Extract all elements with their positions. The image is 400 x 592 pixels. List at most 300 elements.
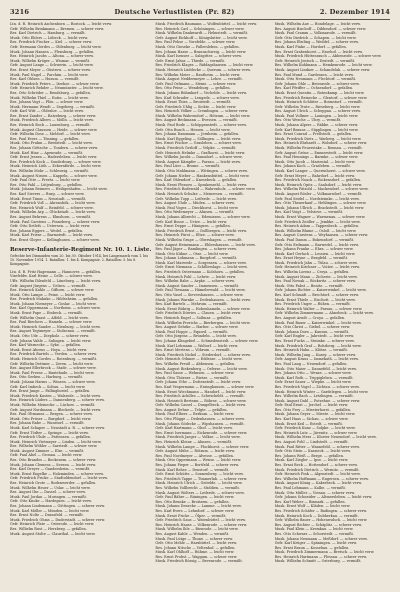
column-middle-lines [155, 22, 270, 564]
list-entry: Gefr. Paul Bähre — Rüningen. — leicht verw. [155, 495, 235, 500]
list-entry: Musk. Johann Rühmkorf — Vechelde. — leicht verw. [155, 90, 248, 95]
list-entry: Gefr. Johann Nieber — Hankensbüttel. — leicht verw. [155, 173, 250, 178]
list-entry: Musk. Heinrich Pohl — Lehrte. — leicht verw. [155, 274, 237, 279]
list-entry: Gefr. Johann Richter — Kaiserwinkel. — leicht verw. [274, 288, 367, 293]
list-entry: Musk. Wilhelm Merz — Kloster Neuendorf. — leicht verw. [274, 435, 377, 440]
list-entry: Res. Ernst Grabenhorst — Essehof. — leicht verw. [274, 49, 363, 54]
list-entry: Res. August Pohl — Lindstedt. — vermißt. [274, 440, 349, 445]
list-entry: Musk. Heinrich Schlüter — Boimstorf. — vermißt. [274, 100, 363, 105]
list-entry: Musk. Heinrich Schulze — Meinersen. — vermißt. [155, 191, 244, 196]
list-entry: Gefr. Wilhelm Trute — Rieseberg. — leicht verw. [274, 104, 361, 109]
list-entry: Gefr. Johann Uthe — Duttenstedt. — leicht verw. [155, 380, 242, 385]
list-entry: Gefr. August Lange — Schwerin. — leicht verw. [10, 63, 94, 68]
list-entry: Musk. Ernst Thiele — Eischott. — leicht verw. [274, 297, 356, 302]
list-entry: Musk. Johann Niemeyer — Goslar. — leicht verw. [10, 301, 97, 306]
list-entry: Gefr. Ernst Jessen — Hadersleben. — leicht verw. [10, 155, 98, 160]
list-entry: Gefr. Otto Mehle — Harxbüttel. — leicht verw. [155, 541, 238, 546]
list-entry: Musk. Otto Lampe — Peine. — leicht verw. [10, 292, 86, 297]
list-entry: Gefr. Karl Witt — Oldesloe. — leicht verw. [10, 109, 84, 114]
list-entry: Musk. Paul Carstens — Pinneberg. — schwer verw. [10, 219, 101, 224]
list-entry: Musk. Otto Kühne — Otze. — leicht verw. [155, 251, 229, 256]
list-entry: Gefr. August Eickhoff — Königslutter. — leicht verw. [155, 35, 248, 40]
list-entry: Res. Johann Lohmann — Burgdorf. — vermißt. [155, 256, 238, 261]
issue-date: 2. Dezember 1914 [319, 8, 390, 16]
list-entry: Musk. Wilhelm Frerichs — Bierbergen. — leicht verw. [155, 320, 251, 325]
list-entry: Res. Heinrich Adam — Tappenbeck. — gefallen. [274, 224, 360, 229]
list-entry: Musk. August Nissen — Kappeln. — schwer verw. [10, 173, 98, 178]
section-intro: Gefechte bei Dixmuiden vom 20. bis 30. Oktober 1914, bei Langemarck vom 1. bis 10. November 1914. 1. Bataillon: 1. bis 4. Kompagnie. 2. Bataillon: 5. bis 8. Kompagnie. [10, 253, 149, 267]
list-entry: Vizefeldw. Karl Heine — Celle. — schwer verw. [10, 274, 93, 279]
list-entry: Res. Paul Oltmanns — Bergen. — schwer verw. [10, 412, 93, 417]
list-entry: Musk. Ernst Pape — Einbeck. — vermißt. [10, 311, 83, 316]
list-entry: Musk. Otto Gieseke — Fallersleben. — gefallen. [155, 44, 240, 49]
list-entry: Musk. Johann Reimers — Heiligenhafen. — leicht verw. [10, 187, 108, 192]
column-left-lines [10, 22, 151, 243]
list-entry: Musk. Paul Bauer — Kaiserwinkel. — leicht verw. [274, 320, 362, 325]
list-entry: Musk. Paul Klein — Kremkau. — leicht verw. [274, 527, 354, 532]
list-entry: Res. Wilhelm Hoffmann — Engersen. — schwer verw. [274, 476, 369, 481]
list-entry: Res. Johann Lindemann — Göttingen. — schwer verw. [10, 504, 106, 508]
list-entry: Res. Friedrich Reinecke — Glentorf. — schwer verw. [274, 95, 368, 100]
list-entry: Res. Otto Theuerkauf — Hehlingen. — schwer verw. [274, 201, 367, 206]
list-entry: Gefr. August Mühe — Rötzum. — leicht verw. [155, 449, 236, 454]
list-entry: Gefr. August Kraus — Immekath. — leicht verw. [274, 357, 359, 362]
list-entry: Musk. Friedrich Hüttenrauch — Abbenrode. — schwer verw. [274, 54, 382, 59]
list-entry: Musk. Johann Ullrich — Brackstedt. — leicht verw. [274, 205, 365, 210]
list-entry: Musk. Friedrich Ernst — Dollbergen. — leicht verw. [155, 228, 248, 233]
list-entry: Res. Johann Koch — Grasleben. — vermißt. [274, 164, 352, 169]
list-entry: Musk. Wilhelm Arp — Glückstadt. — leicht verw. [10, 210, 96, 215]
list-entry: Gefr. Wilhelm Dose — Meldorf. — leicht verw. [10, 132, 91, 137]
list-entry: Res. Karl Bartels — Mehrum. — vermißt. [155, 302, 228, 307]
list-entry: Musk. Otto Frahm — Bredstedt. — leicht verw. [10, 141, 93, 146]
list-entry: Res. Ernst Nolte — Dransfeld. — vermißt. [10, 513, 84, 518]
list-entry: Gefr. Karl Brauns — Süpplingen. — leicht verw. [274, 127, 359, 132]
list-entry: Musk. Johann Gödecke — Wipshausen. — vermißt. [155, 421, 245, 426]
list-entry: Musk. Otto Müller — Vienau. — schwer verw. [274, 490, 356, 495]
list-entry: Gefr. Johann Vahle — Sulingen. — leicht verw. [10, 338, 92, 343]
list-entry: Musk. Johann Warnke — Dedenhausen. — leicht verw. [155, 297, 251, 302]
list-entry: Musk. August Mann — Zicherie. — leicht verw. [274, 274, 358, 279]
list-entry: Musk. Paul Freese — Buxtehude. — leicht verw. [10, 370, 95, 375]
list-entry: Musk. Otto Oppermann — Wense. — leicht verw. [155, 458, 242, 463]
list-entry: Gefr. Friedrich Voß — Ahrensbök. — leicht verw. [10, 201, 96, 206]
list-entry: Musk. Friedrich Jaeger — Volkse. — leicht verw. [155, 435, 241, 440]
list-entry: Musk. Friedrich Baumann — Wolfenbüttel. — leicht verw. [155, 22, 258, 26]
list-entry: Res. Heinrich Haase — Völkenrode. — schwer verw. [155, 522, 248, 527]
list-entry: Musk. Ernst Quentin — Rotenkamp. — leicht verw. [274, 90, 365, 95]
list-entry: Musk. Ernst Wolf — Kläden. — leicht verw. [274, 504, 351, 509]
list-entry: Res. Wilhelm Mohr — Schleswig. — vermißt. [10, 169, 90, 173]
list-entry: Musk. Wilhelm Feuerstake — Rennau. — vermißt. [274, 146, 363, 151]
list-entry: Musk. Paul Bode — Schöppenstedt. — schwer verw. [155, 123, 247, 128]
list-entry: Res. Johann Rabe — Wunstorf. — vermißt. [10, 421, 85, 426]
list-entry: Res. Paul Evers — Tönning. — gefallen. [10, 136, 80, 141]
list-entry: Gefr. Wilhelm Brinkmann — Bremen. — schwer verw. [10, 26, 105, 31]
list-entry: Musk. Friedrich Gerloff — Velpke. — vermißt. [155, 146, 237, 151]
list-entry: Gefr. Johann Ohle — Beienrode. — schwer verw. [274, 81, 360, 86]
section-title: Reserve-Infanterie-Regiment Nr. 10. 1. Liste. [10, 246, 152, 253]
list-entry: Res. Otto Wedemeyer — Ahnsen. — vermißt. [155, 210, 235, 215]
list-entry: Musk. August Neddermeyer — Lehre. — vermißt. [155, 77, 243, 82]
list-entry: Musk. August Stolte — Clausthal. — leicht verw. [10, 531, 96, 536]
list-entry: Musk. Paul Vollmer — Lauingen. — leicht verw. [274, 113, 359, 118]
list-entry: Res. Otto Brandes — Bockenem. — schwer verw. [10, 458, 97, 463]
list-entry: Res. August Ellerbrock — Stade. — schwer verw. [10, 366, 97, 371]
list-entry: Musk. Heinrich Vietmeyer — Linden. — leicht verw. [10, 439, 102, 444]
list-entry: Res. Paul Mund — Gardessen. — leicht verw. [274, 72, 354, 77]
list-entry: Res. Karl Warnecke — Syke. — gefallen. [10, 343, 82, 348]
list-entry: Res. Paul Nowak — Böckwitz. — schwer verw. [274, 279, 357, 284]
list-entry: Musk. Wilhelm Jung — Kusey. — schwer verw. [274, 352, 357, 357]
list-entry: Res. Otto Schröder — Rendsburg. — gefallen. [10, 90, 91, 95]
list-entry: Res. Otto Wesche — Uhry. — vermißt. [274, 118, 342, 123]
list-entry: Res. Wilhelm Kuhlmann — Hemkenrode. — leicht verw. [274, 63, 373, 68]
list-entry: Res. Heinrich Kleine — Ahnsen. — vermißt. [155, 440, 233, 445]
list-entry: Musk. Karl Eggeling — Söllingen. — leicht verw. [155, 136, 242, 141]
list-entry: Musk. Friedrich Dietz — Warberg. — leicht verw. [274, 136, 362, 141]
list-entry: Musk. Ernst Wiechmann — Handorf. — leicht verw. [155, 389, 247, 394]
list-entry: Musk. August König — Kakerbeck. — leicht verw. [274, 481, 363, 486]
list-entry: Res. August Bischoff — Dibbesdorf. — schwer verw. [274, 26, 367, 31]
list-entry: Musk. Paul Voges — Dieckhorst. — leicht verw. [155, 205, 239, 210]
list-entry: Res. Friedrich Vogel — Zichtau. — schwer verw. [274, 384, 360, 389]
list-entry: Gefr. August Heinemann — Ehlershausen. — leicht verw. [155, 242, 256, 247]
list-entry: Res. Heinrich Lüders — Dannenberg. — schwer verw. [10, 398, 105, 403]
list-entry: Musk. Heinrich Winter — Gardelegen. — leicht verw. [274, 389, 369, 394]
list-entry: Musk. Johann Dorn — Kunrau. — vermißt. [274, 329, 350, 334]
list-entry: Res. Otto Vasel — Sievershausen. — schwer verw. [155, 293, 244, 298]
list-entry: Gefr. Wilhelm Quast — Alfeld. — leicht verw. [10, 315, 89, 320]
list-entry: Musk. Karl Rehse — Denstorf. — vermißt. [155, 467, 230, 472]
list-entry: Musk. Wilhelm Schmitt — Osterburg. — vermißt. [274, 559, 362, 564]
list-entry: Gefr. Wilhelm Bauer — Hohenwulsch. — leicht verw. [274, 518, 368, 523]
list-entry: Res. Heinrich Engel — Soßmar. — gefallen. [155, 316, 233, 320]
list-entry: Musk. Karl Friese — Barmstedt. — leicht verw. [10, 233, 93, 238]
list-entry: Res. Karl Sievers — Burg. — schwer verw. [10, 191, 85, 196]
list-entry: Musk. Karl Lehmann — Woltorf. — leicht verw. [155, 343, 239, 348]
list-entry: Musk. Otto Mahlmann — Wittingen. — schwer verw. [155, 169, 248, 173]
list-entry: Gefr. August Nordmann — Bleckede. — leicht verw. [10, 407, 102, 412]
list-entry: Res. August Tegtmeyer — Stolzenau. — vermißt. [10, 329, 96, 334]
list-entry: Gefr. Heinrich Helmke — Grafhorst. — leicht verw. [155, 150, 246, 155]
list-entry: Res. Karl Oppermann — Northeim. — schwer verw. [10, 306, 101, 311]
list-entry: Res. Wilhelm Rust — Herzberg. — gefallen. [10, 526, 87, 531]
list-entry: Gefr. Otto Detlefs — Uetersen. — leicht verw. [10, 224, 91, 229]
list-entry: Res. Heinrich Grote — Bodenwerder. — gefallen. [10, 481, 97, 486]
list-entry: Musk. Wilhelm Blume — Osloß. — leicht verw. [274, 228, 357, 233]
list-entry: Musk. August Rösler — Volkmarsdorf. — vermißt. [274, 191, 363, 196]
list-entry: Musk. August Sander — Immensen. — vermißt. [155, 283, 240, 288]
list-entry: Musk. Heinrich Cordes — Rotenburg. — vermißt. [10, 357, 98, 361]
list-entry: Res. August Ulrich — Scheppau. — schwer verw. [274, 109, 361, 114]
list-entry: Gefr. Heinrich Fink — Algenstedt. — leicht verw. [274, 472, 361, 477]
column-left-lines-continued [10, 270, 151, 536]
list-entry: Res. August Behrens — Elmshorn. — vermißt. [10, 214, 92, 219]
list-entry: Musk. Paul Elbers — Berkum. — leicht verw. [155, 412, 235, 417]
list-entry: Res. Karl Ohlsen — Husum. — vermißt. [10, 77, 80, 82]
list-entry: Musk. Wilhelm Meinecke — Lüchow. — vermißt. [10, 402, 96, 407]
list-entry: Res. Wilhelm Jacobi — Danndorf. — schwer verw. [155, 155, 243, 160]
list-entry: Res. August Carstens — Weyhausen. — schwer verw. [274, 233, 369, 238]
list-entry: Res. Heinrich Fürst — Eltze. — schwer verw. [155, 233, 235, 238]
list-entry: Musk. Heinrich Opitz — Saalsdorf. — leicht verw. [274, 182, 363, 187]
column-right-lines [275, 22, 390, 564]
list-entry: Gefr. Hermann Gerdes — Oldenburg. — leicht verw. [10, 44, 102, 49]
list-entry: Musk. August Kämpfer — Parsau. — leicht verw. [155, 159, 241, 164]
list-entry: Musk. Friedrich Ohms — Duderstadt. — schwer verw. [10, 517, 106, 522]
list-entry: Gefr. Ernst Schütte — Sonnenberg. — leicht verw. [155, 472, 244, 477]
list-entry: Musk. Otto Ude — Diepholz. — schwer verw. [10, 334, 90, 339]
list-entry: Musk. Karl Schaper — Neustadt a. R. — schwer verw. [10, 425, 106, 430]
list-entry: Gefr. Heinrich Jentsch — Destedt. — vermißt. [274, 58, 356, 63]
list-entry: Res. Wilhelm Vollbrecht — Stiddien. — vermißt. [155, 485, 241, 490]
list-entry: Res. Heinrich Völker — Cremlingen. — schwer verw. [155, 109, 249, 114]
list-entry: Gefr. August Gröne — Emmerstedt. — leicht verw. [274, 150, 364, 155]
list-entry: Res. Paul Sasse — Wehnsen. — schwer verw. [155, 371, 235, 376]
list-entry: Musk. Karl Isensee — Salzgitter. — schwer verw. [155, 54, 242, 59]
list-entry: Res. Johann Klingebiel — Schmedenstedt. — schwer verw. [155, 338, 259, 343]
list-entry: Gefr. Wilhelm Topp — Leiferde. — leicht verw. [155, 196, 237, 201]
list-entry: Musk. Johann Albrecht — Edemissen. — schwer verw. [155, 214, 251, 219]
list-entry: Musk. Ernst Fricke — Ölper. — vermißt. [155, 513, 227, 518]
list-entry: Res. Wilhelm Bach — Letzlingen. — vermißt. [274, 394, 354, 399]
list-entry: Musk. Johann Geyer — Mieste. — leicht verw. [274, 412, 356, 417]
list-entry: Ltn. d. R. Heinrich Aschenborn — Rostock. — leicht verw. [10, 22, 113, 26]
list-entry: Musk. Friedrich Rössig — Bevenrode. — vermißt. [155, 559, 243, 564]
list-entry: Res. Wilhelm Lorenz — Croya. — gefallen. [274, 270, 350, 275]
list-entry: Musk. Karl Langer — Querenhorst. — schwer verw. [274, 169, 366, 173]
list-entry: Res. Heinrich Ehrhardt — Wolsdorf. — schwer verw. [274, 141, 368, 146]
list-entry: Musk. Karl Gerlach — Lessien. — leicht verw. [274, 251, 356, 256]
list-entry: Res. Heinrich Hahn — Klötze. — vermißt. [274, 348, 349, 353]
column-right [275, 22, 390, 586]
list-entry: Musk. Johann Harms — Winsen. — schwer verw. [10, 379, 96, 384]
list-entry: Res. Johann Göttsche — Tondern. — schwer verw. [10, 146, 99, 151]
list-entry: Gefr. Wilhelm Cassel — Dungelbeck. — leicht verw. [155, 403, 247, 408]
list-entry: Res. Paul Hennings — Barmke. — schwer verw. [274, 155, 359, 160]
list-entry: Musk. Friedrich Albers — Mölln. — leicht verw. [10, 118, 94, 123]
list-entry: Res. Otto Gerken — Harburg. — vermißt. [10, 375, 84, 380]
list-entry: Gefr. Paul Abel — Gronau. — leicht verw. [10, 453, 83, 458]
list-entry: Gefr. Heinrich Othmer — Eddesse. — leicht verw. [155, 357, 243, 362]
list-entry: Musk. Karl Ohlhoff — Rühme. — leicht verw. [155, 550, 235, 555]
list-entry: Res. Johann Vogt — Plön. — schwer verw. [10, 100, 84, 105]
list-entry: Res. Johann Dammann — Jerxheim. — gefallen. [155, 132, 240, 137]
list-entry: Res. Otto Peine — Wendeburg. — gefallen. [155, 86, 231, 91]
list-entry: Gefr. Friedrich Zeidler — Jembke. — leicht verw. [274, 219, 361, 224]
list-entry: Musk. Otto Neumann — Flechtorf. — vermißt. [274, 77, 357, 82]
list-entry: Res. Johann Franke — Ehra. — schwer verw. [274, 247, 354, 252]
list-entry: Res. Friedrich Ostermann — Kolshorn. — gefallen. [155, 270, 245, 275]
list-entry: Res. Paul Lang — Neuendorf. — gefallen. [274, 361, 348, 366]
list-entry: Res. Paul Fehse — Vorsfelde. — schwer verw. [155, 40, 236, 45]
list-entry: Musk. August Wolters — Leiferde. — schwer verw. [155, 490, 245, 495]
list-entry: Musk. Friedrich Dietrich — Wernitz. — vermißt. [274, 467, 360, 472]
list-entry: Gefr. Ernst Meyer — Bahrdorf. — leicht verw. [274, 173, 356, 178]
list-entry: Musk. Ernst Bührig — Hohenhameln. — schwer verw. [155, 306, 251, 311]
list-entry: Res. Ernst Mertens — Vöhrum. — vermißt. [155, 348, 231, 353]
list-entry: Musk. August Lindner — Schandelah. — schwer verw. [274, 67, 371, 72]
list-entry: Gefr. Paul Seidel — Nordsteimke. — leicht verw. [274, 196, 360, 201]
list-entry: Res. Otto Flügge — Dedenhausen. — schwer verw. [155, 417, 245, 422]
list-entry: Musk. Wilhelm Lampe — Plockhorst. — schwer verw. [155, 444, 250, 449]
list-entry: Res. Ernst Heyne — Bergfeld. — vermißt. [274, 256, 349, 261]
list-entry: Gefr. Karl Hartmann — Ohof. — leicht verw. [155, 426, 233, 431]
list-entry: Musk. Otto Thörner — Rietze. — vermißt. [155, 375, 230, 380]
list-entry: Musk. Otto Jacob — Mariental. — leicht verw. [274, 159, 356, 164]
list-entry: Musk. Ernst Engelke — Holzminden. — schwer verw. [10, 471, 104, 476]
list-entry: Res. August Uhde — Müden. — schwer verw. [155, 201, 235, 206]
list-entry: Res. Paul Lehmann — Kalbe. — vermißt. [274, 485, 347, 490]
list-entry: Res. Karl Dreyer — Gandersheim. — vermißt. [10, 467, 91, 472]
list-entry: Res. Johann Pieper — Bortfeld. — schwer verw. [155, 463, 240, 467]
list-entry: Res. August Ilse — Dassel. — schwer verw. [10, 490, 86, 495]
list-entry: Musk. Wilhelm Aue — Hondelage. — leicht verw. [274, 22, 361, 26]
list-entry: Musk. August Zimmer — Elze. — vermißt. [10, 448, 85, 453]
list-entry: Musk. Ernst Timm — Neustadt. — vermißt. [10, 196, 87, 201]
list-entry: Musk. Heinrich Bertram — Röhrse. — schwer verw. [155, 398, 247, 403]
list-entry: Musk. Karl Möller — Münden. — leicht verw. [10, 508, 90, 513]
list-entry: Res. Otto Brunke — Broitzem. — gefallen. [155, 499, 230, 504]
list-entry: Res. Friedrich Schäfer — Badingen. — schwer verw. [274, 508, 368, 513]
list-entry: Res. Friedrich Achilles — Schwicheldt. — vermißt. [155, 394, 245, 399]
list-entry: Musk. Otto Maier — Dannefeld. — leicht verw. [274, 366, 357, 371]
list-entry: Res. Karl Haas — Sichau. — schwer verw. [274, 417, 349, 422]
list-entry: Musk. Paul Hoppe — Equord. — vermißt. [155, 329, 229, 334]
column-middle [155, 22, 270, 586]
list-entry: Gefr. Ernst Sauer — Wiepke. — leicht verw. [274, 380, 352, 385]
list-entry: Musk. Karl Roth — Trippigleben. — vermißt. [274, 375, 354, 380]
list-entry: Gefr. Otto Jürgens — Bründeln. — leicht verw. [155, 334, 237, 339]
list-entry: Res. Karl Vespermann — Essinghausen. — schwer verw. [155, 384, 255, 389]
list-entry: Res. Ernst Conrad — Frellstedt. — gefallen. [274, 132, 353, 137]
page-number: 3216 [10, 8, 30, 16]
list-entry: Res. Wilhelm Wöhler — Sarstedt. — schwer verw. [10, 444, 98, 449]
list-entry: Musk. Paul Cramm — Volkmarode. — vermißt. [274, 31, 357, 36]
list-entry: Gefr. Karl Bosse — Uetze. — leicht verw. [155, 219, 228, 224]
list-entry: Res. Karl Voigt — Velstove. — vermißt. [274, 210, 344, 215]
list-entry: Res. Ernst Fischer — Grasleben. — schwer verw. [155, 141, 242, 146]
list-entry: Gefr. Friedrich Gaus — Watenbüttel. — leicht verw. [155, 518, 246, 523]
list-entry: Res. Heinrich Hartmann — Flessau. — schwer verw. [274, 554, 368, 559]
list-entry: Musk. Otto Prüser — Burgdorf. — leicht verw. [10, 416, 92, 421]
list-entry: Res. Ernst Isermann — Eickenrode. — schwer verw. [155, 430, 248, 435]
list-entry: Musk. Friedrich Kasten — Walsrode. — leicht verw. [10, 393, 101, 398]
list-entry: Res. Ernst Beck — Hottendorf. — schwer verw. [274, 463, 358, 467]
list-entry: Gefr. Ernst Niemann — Schillerslage. — leicht verw. [155, 265, 248, 270]
list-entry: Musk. Heinrich Lüth — Eckernförde. — leicht verw. [10, 164, 102, 169]
list-entry: Res. Heinrich Lutz — Jävenitz. — schwer verw. [274, 430, 358, 435]
list-entry: Gefr. Johann Schneider — Altmersleben. — leicht verw. [274, 495, 373, 500]
list-entry: Musk. Wilhelm Grupe — Obershagen. — vermißt. [155, 237, 243, 242]
list-entry: Gefr. Paul Oelmann — Meine. — schwer verw. [155, 81, 237, 86]
list-entry: Res. Karl Ohlendorf — Knesebeck. — gefallen. [155, 178, 238, 183]
list-entry: Gefr. Otto Diedrich — Schapen. — leicht verw. [274, 35, 357, 40]
list-entry: Res. August Arndt — Croya. — gefallen. [274, 316, 346, 320]
header-rule [10, 19, 390, 20]
list-entry: Res. Karl Pfeiffer — Ochsendorf. — gefallen. [274, 86, 354, 91]
list-entry: Gefr. Heinrich Rehder — Neumünster. — leicht verw. [10, 86, 104, 91]
list-entry: Res. Johann Hasse — Braunschweig. — leicht verw. [155, 49, 247, 54]
list-entry: Res. Wilhelm Meier — Rautheim. — leicht verw. [155, 72, 241, 77]
list-entry: Gefr. Heinrich Kirchner — Voitze. — leicht verw. [274, 265, 361, 270]
list-entry: Gefr. Otto Erdmann — Barwedel. — leicht verw. [274, 242, 360, 247]
list-entry: Musk. Wilhelm Dankwardt — Helmstedt. — vermißt. [155, 31, 249, 36]
list-entry: Gefr. Otto Knoke — Hardegsen. — leicht verw. [10, 499, 92, 504]
list-entry: Res. Friedrich Tappe — Timmerlah. — schwer verw. [155, 476, 248, 481]
list-entry: Musk. Otto Ehlers — Lübeck. — leicht verw. [10, 35, 88, 40]
list-entry: Musk. August Dahl — Potzehne. — schwer verw. [274, 398, 361, 403]
list-entry: Res. Karl Dietrich — Hamburg. — vermißt. [10, 31, 86, 36]
list-entry: Musk. Otto Pabst — Benitz. — vermißt. [274, 283, 344, 288]
page-title: Deutsche Verlustlisten (Pr. 82) [114, 8, 235, 16]
list-entry: Res. August Dehne — Telgte. — gefallen. [155, 407, 228, 412]
list-entry: Res. Ernst Junge — Fallingbostel. — gefallen. [10, 389, 91, 394]
list-entry: Musk. Heinrich Sander — Nienburg. — leicht verw. [10, 324, 101, 329]
list-entry: Musk. Wilhelm Thiel — Eutin. — leicht verw. [10, 95, 89, 100]
list-entry: Gefr. Otto Busch — Hessen. — leicht verw. [155, 127, 231, 132]
list-entry: Musk. Ernst Thies — Broistedt. — vermißt. [155, 100, 232, 105]
list-entry: Res. August Kahle — Wenden. — vermißt. [155, 531, 230, 536]
list-entry: Musk. Johann Hansen — Flensburg. — gefallen. [10, 49, 95, 54]
list-entry: Res. Ernst Probst — Waggum. — schwer verw. [155, 554, 238, 559]
list-entry: Res. Friedrich Klages — Riddagshausen. — leicht verw. [155, 63, 254, 68]
text-columns [10, 22, 390, 586]
list-entry: Musk. Karl Marwede — Sorgensen. — schwer verw. [155, 260, 247, 265]
list-entry: Ltn. d. R. Fritz Hagemann — Hannover. — gefallen. [10, 269, 102, 274]
list-entry: Musk. Friedrich Nickel — Stederdorf. — schwer verw. [155, 352, 251, 357]
list-entry: Res. Wilhelm Preuß — Abbensen. — gefallen. [155, 361, 236, 366]
list-entry: Res. Heinrich Carl — Schöningen. — schwer verw. [155, 26, 245, 31]
list-entry: Res. Paul Jäger — Ramlingen. — schwer verw. [155, 247, 237, 252]
list-entry: Musk. Karl Hinz — Apenrade. — vermißt. [10, 150, 84, 155]
list-entry: Res. August Beckmann — Evessen. — vermißt. [155, 118, 238, 123]
list-entry: Musk. Ernst Keil — Estedt. — vermißt. [274, 421, 344, 426]
list-entry: Musk. Johann Denecke — Lamme. — leicht verw. [155, 504, 242, 509]
list-entry: Res. Karl Weber — Bismark. — gefallen. [274, 499, 346, 504]
list-entry: Res. August Gehrke — Harber. — schwer verw. [155, 325, 239, 330]
list-entry: Res. Friedrich Kock — Sonderburg. — schwer verw. [10, 159, 102, 164]
list-entry: Gefr. Friedrich Dörries — Clauen. — leicht verw. [155, 311, 242, 316]
list-entry: Gefr. Ernst Tödter — Springe. — leicht verw. [10, 430, 89, 435]
list-entry: Res. Paul Lüer — Brome. — vermißt. [155, 164, 221, 169]
list-entry: Res. Friedrich Unger — Rühen. — vermißt. [274, 302, 351, 307]
list-entry: Res. Ernst Braun — Kossebau. — gefallen. [274, 545, 350, 550]
column-left [10, 22, 151, 586]
list-entry: Gefr. Karl Imbeck — Soltau. — leicht verw. [10, 384, 86, 389]
list-entry: Musk. August Claussen — Heide. — schwer verw. [10, 127, 98, 132]
list-entry: Res. Johann Otto — Wenze. — schwer verw. [274, 371, 352, 376]
list-entry: Musk. Johann Neumann — Meßdorf. — schwer verw. [274, 536, 368, 541]
list-entry: Musk. Karl Ziegler — Ipse. — leicht verw. [274, 458, 349, 463]
list-entry: Musk. Wilhelm Heuer — Uslar. — leicht verw. [10, 485, 91, 490]
list-entry: Res. Friedrich Mahnke — Hildesheim. — gefallen. [10, 297, 99, 302]
list-entry: Musk. Heinrich Koch — Dobberkau. — vermißt. [274, 513, 359, 518]
list-entry: Res. Friedrich Fischer — Kiel. — schwer verw. [10, 40, 93, 45]
list-entry: Gefr. Paul Tiemann — Hämelerwald. — leicht verw. [155, 288, 246, 293]
list-entry: Gefr. Friedrich Kunz — Solpke. — leicht verw. [274, 426, 356, 431]
list-entry: Res. Heinrich Jacobs — Altona. — schwer verw. [10, 54, 94, 59]
list-entry: Res. Karl Schmidt — Brechtorf. — schwer verw. [274, 293, 360, 298]
list-entry: Res. Ernst Gloyer — Kellinghusen. — schwer verw. [10, 237, 100, 242]
list-entry: Res. Ernst Fuchs — Steimke. — schwer verw. [274, 338, 355, 343]
list-entry: Res. Heinrich Kahle — Gifhorn. — schwer verw. [10, 288, 95, 293]
list-entry: Musk. Ernst Wagner — Warmenau. — schwer verw. [274, 214, 366, 219]
list-entry: Res. Wilhelm Pätzold — Mackendorf. — schwer verw. [274, 187, 369, 192]
list-entry: Musk. Friedrich Peters — Itzehoe. — schwer verw. [10, 81, 100, 86]
list-entry: Musk. Heinrich Lüddecke — Querum. — schwer verw. [155, 67, 251, 72]
